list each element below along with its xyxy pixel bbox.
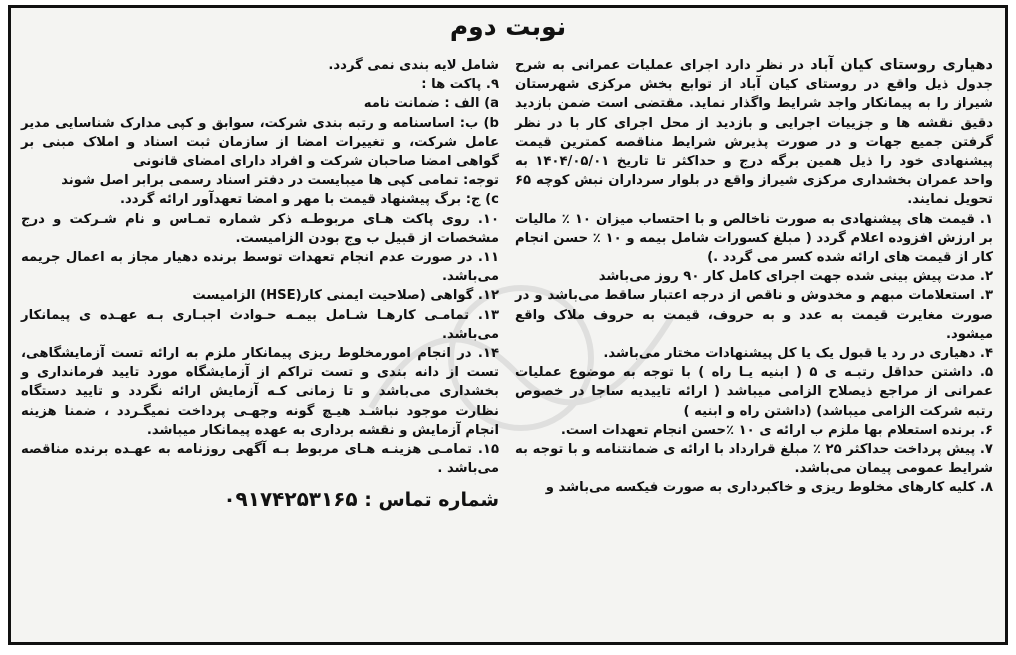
contact-label: شماره تماس : [364,489,499,512]
list-item: ۳. استعلامات مبهم و مخدوش و ناقص از درجه اعتبار ساقط می‌باشد و در صورت مغایرت قیمت به عدد و به حروف، قیمت به حروف ملاک واقع میشود. [515,288,993,342]
tender-notice [8,5,1008,645]
list-item: ۱. قیمت های پیشنهادی به صورت ناخالص و با احتساب میزان ۱۰ ٪ مالیات بر ارزش افزوده اعلام گردد ( مبلغ کسورات شامل بیمه و ۱۰ ٪ حسن انجام کار از قیمت های ارائه شده کسر می گردد .) [515,211,993,266]
list-item: b) ب: اساسنامه و رتبه بندی شرکت، سوابق و کپی مدارک شناسایی مدیر عامل شرکت، و تغییرات امضا از سازمان ثبت اسناد و املاک مبنی بر گواهی امضا صاحبان شرکت و افراد دارای امضای قانونی [21,115,499,170]
list-item: ۱۴. در انجام امورمخلوط ریزی پیمانکار ملزم به ارائه تست آزمایشگاهی، تست از دانه بندی و تست تراکم از آزمایشگاه مورد تایید فرمانداری و بخشداری می‌باشد و تا زمانی کـه آزمایش ارائه نگردد و تایید دستگاه نظارت موجود نباشـد هیـچ گونه وجهـی پرداخت نمیگـردد ، ضمنا هزینه انجام آزمایش و نقشه برداری به عهده پیمانکار میباشد. [21,346,499,438]
list-item: ۶. برنده استعلام بها ملزم ب ارائه ی ۱۰ ٪حسن انجام تعهدات است. [560,422,993,438]
list-item: ۹. پاکت ها : [421,77,499,93]
list-item: ۵. داشتن حداقل رتبـه ی ۵ ( ابنیه یـا راه ) با توجه به موضوع عملیات عمرانی از مراجع ذیصلاح الزامی میباشد ( ارائه تاییدیه ساجا در خصوص رتبه شرکت الزامی میباشد) (داشتن راه و ابنیه ) [515,365,993,419]
list-item: ۱۰. روی پاکت هـای مربوطـه ذکر شماره تمـاس و نام شـرکت و درج مشخصات از قبیل ب وج بودن الزامیست. [21,211,499,246]
list-item: ۲. مدت پیش بینی شده جهت اجرای کامل کار ۹۰ روز می‌باشد [598,269,993,285]
list-item: ۱۲. گواهی (صلاحیت ایمنی کار(HSE) الزامیست [192,288,499,304]
list-item: ۱۵. تمامـی هزینـه هـای مربوط بـه آگهی روزنامه به عهـده برنده مناقصه می‌باشد . [21,442,499,477]
list-item: ۱۱. در صورت عدم انجام تعهدات توسط برنده دهیار مجاز به اعمال جریمه می‌باشد. [21,250,499,285]
left-column [21,56,499,634]
list-item: ۷. پیش پرداخت حداکثر ۲۵ ٪ مبلغ قرارداد با ارائه ی ضمانتنامه و با توجه به شرایط عمومی پیمان می‌باشد. [515,442,993,477]
intro-paragraph [515,56,993,210]
notice-title: نوبت دوم [449,12,567,41]
list-item: شامل لایه بندی نمی گردد. [328,58,499,73]
list-item: ۴. دهیاری در رد یا قبول یک یا کل پیشنهادات مختار می‌باشد. [603,346,993,362]
contact-number: ۰۹۱۷۴۲۵۳۱۶۵ [223,487,358,512]
contact-line [21,487,499,512]
intro-text: در نظر دارد اجرای عملیات عمرانی به شرح جدول ذیل واقع در روستای کیان آباد از توابع بخش مرکزی شهرستان شیراز را به پیمانکار واجد شرایط واگذار نماید. مقتضی است ضمن بازدید دقیق نقشه ها و جزییات اجرایی و بازدید از محل اجرای کار با در نظر گرفتن جمیع جهات و در صورت پذیرش شرایط مناقصه کمترین قیمت پیشنهادی خود را ذیل همین برگه درج و حداکثر تا تاریخ ۱۴۰۴/۰۵/۰۱ به واحد عمران بخشداری مرکزی شیراز واقع در بلوار سرداران نبش کوچه ۶۵ تحویل نمایند. [515,58,993,208]
organization-name: دهیاری روستای کیان آباد [810,57,993,73]
right-column [515,56,993,634]
list-item: ۸. کلیه کارهای مخلوط ریزی و خاکبرداری به صورت فیکسه می‌باشد و [545,480,993,496]
list-item: c) ج: برگ پیشنهاد قیمت با مهر و امضا تعهدآور ارائه گردد. [119,192,499,208]
list-item: توجه: تمامی کپی ها میبایست در دفتر اسناد رسمی برابر اصل شوند [61,173,499,189]
list-item: ۱۳. تمامـی کارهـا شـامل بیمـه حـوادث اجبـاری بـه عهـده ی پیمانکار می‌باشد. [21,307,499,342]
list-item: a) الف : ضمانت نامه [363,96,499,112]
